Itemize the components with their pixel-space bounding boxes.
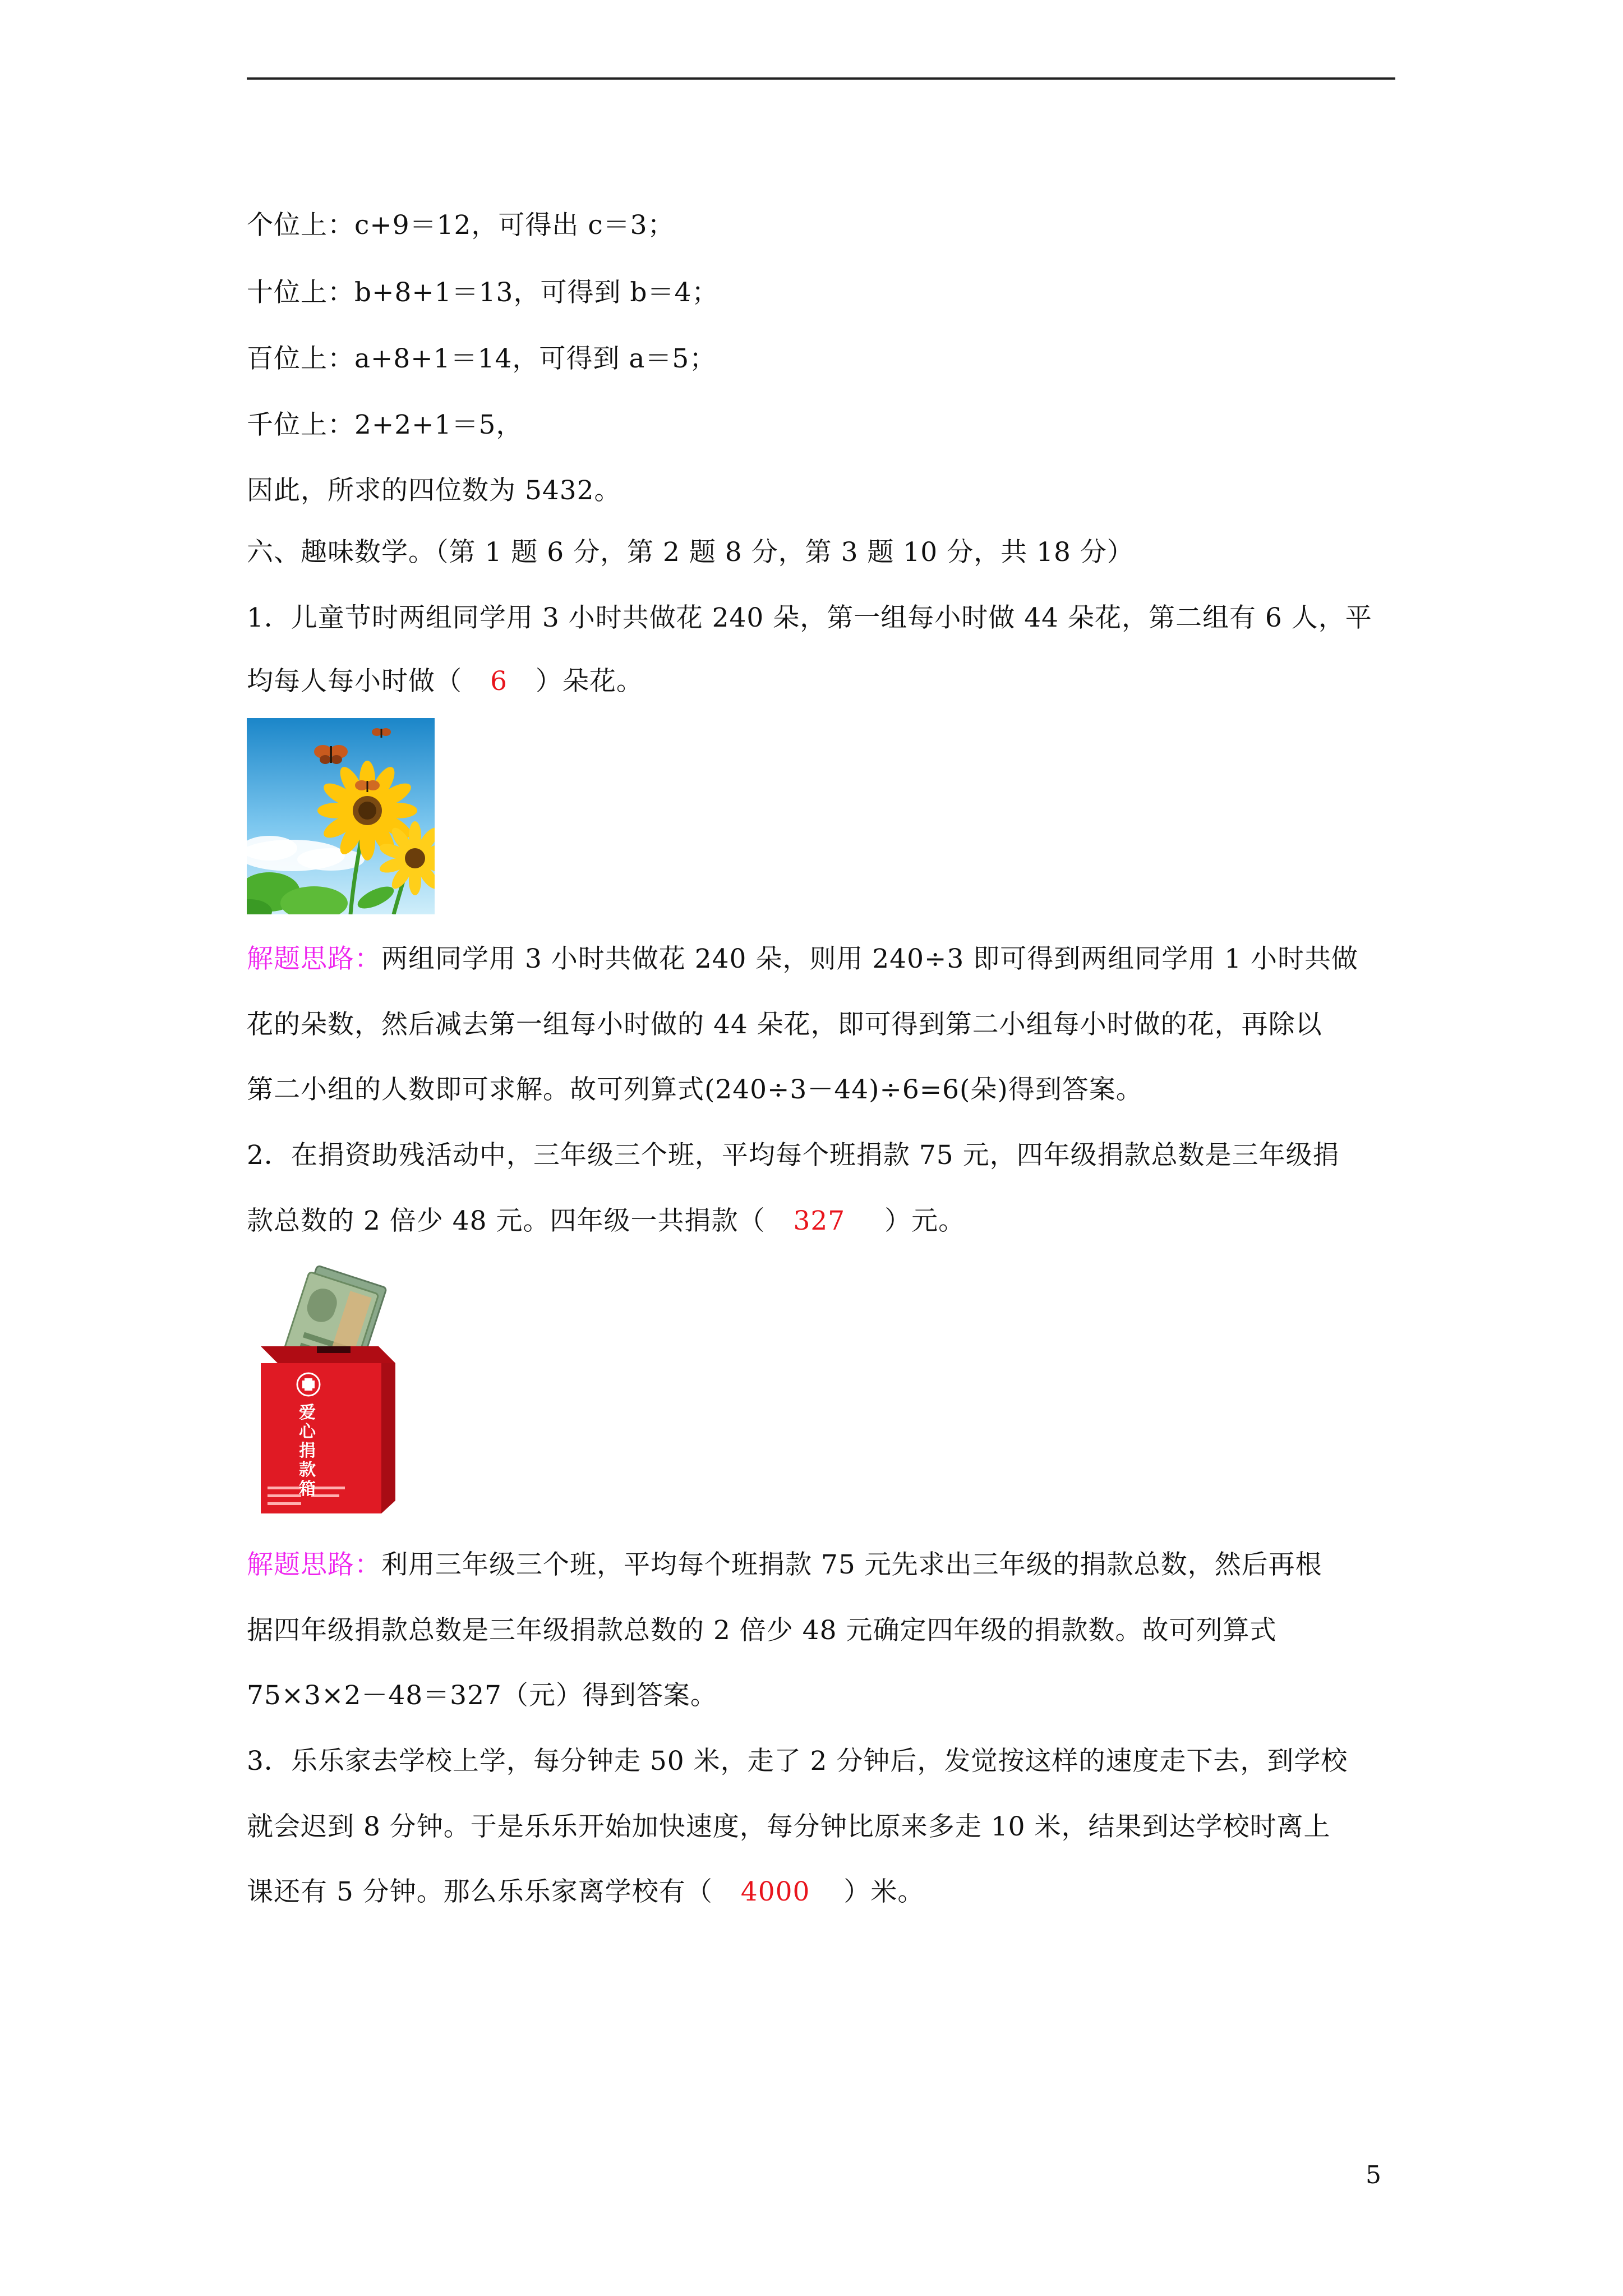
question-1-text: 均每人每小时做（ <box>247 666 462 697</box>
header-rule <box>247 77 1395 80</box>
question-1-text-end: ）朵花。 <box>535 666 643 697</box>
question-3-line-3 <box>247 1875 924 1909</box>
question-3-text: 课还有 5 分钟。那么乐乐家离学校有（ <box>247 1876 713 1907</box>
hint-1-line-2: 花的朵数，然后减去第一组每小时做的 44 朵花，即可得到第二小组每小时做的花，再除以 <box>247 1009 1322 1040</box>
text-line: 十位上：b+8+1＝13，可得到 b＝4； <box>247 277 719 308</box>
hint-1-line-3: 第二小组的人数即可求解。故可列算式(240÷3－44)÷6=6(朵)得到答案。 <box>247 1074 1143 1105</box>
hint-label: 解题思路： <box>247 1549 381 1580</box>
hint-2-line-2: 据四年级捐款总数是三年级捐款总数的 2 倍少 48 元确定四年级的捐款数。故可列算式 <box>247 1615 1277 1646</box>
question-2-answer: 327 <box>793 1205 846 1236</box>
flower-butterfly-image <box>247 718 435 914</box>
question-3-text-end: ）米。 <box>843 1876 925 1907</box>
hint-label: 解题思路： <box>247 944 381 974</box>
page-number: 5 <box>1366 2161 1381 2189</box>
question-2-text-end: ）元。 <box>884 1205 966 1236</box>
question-3-line-1: 3．乐乐家去学校上学，每分钟走 50 米，走了 2 分钟后，发觉按这样的速度走下去，到学校 <box>247 1746 1348 1777</box>
question-2-line-1: 2．在捐资助残活动中，三年级三个班，平均每个班捐款 75 元，四年级捐款总数是三年级捐 <box>247 1140 1340 1171</box>
question-2-text: 款总数的 2 倍少 48 元。四年级一共捐款（ <box>247 1205 766 1236</box>
question-1-answer: 6 <box>490 666 508 697</box>
question-3-line-2: 就会迟到 8 分钟。于是乐乐开始加快速度，每分钟比原来多走 10 米，结果到达学校时离上 <box>247 1811 1331 1842</box>
question-2-line-2 <box>247 1204 965 1238</box>
text-line: 因此，所求的四位数为 5432。 <box>247 475 621 506</box>
question-1-line-1: 1．儿童节时两组同学用 3 小时共做花 240 朵，第一组每小时做 44 朵花，第二组有 6 人，平 <box>247 602 1372 633</box>
hint-text: 两组同学用 3 小时共做花 240 朵，则用 240÷3 即可得到两组同学用 1 小时共做 <box>381 944 1359 974</box>
donation-box-image <box>255 1262 401 1520</box>
text-line: 个位上：c+9＝12，可得出 c＝3； <box>247 210 675 241</box>
hint-2-line-3: 75×3×2－48＝327（元）得到答案。 <box>247 1680 717 1711</box>
text-line: 千位上：2+2+1＝5， <box>247 409 523 440</box>
text-line: 百位上：a+8+1＝14，可得到 a＝5； <box>247 343 717 374</box>
donation-box-label: 爱心捐款箱 <box>299 1403 316 1499</box>
hint-2-line-1 <box>247 1548 1322 1582</box>
hint-1-line-1 <box>247 942 1358 976</box>
section-heading: 六、趣味数学。（第 1 题 6 分，第 2 题 8 分，第 3 题 10 分，共 18 分） <box>247 537 1134 568</box>
question-1-line-2 <box>247 665 643 698</box>
hint-text: 利用三年级三个班，平均每个班捐款 75 元先求出三年级的捐款总数，然后再根 <box>381 1549 1322 1580</box>
question-3-answer: 4000 <box>740 1876 810 1907</box>
